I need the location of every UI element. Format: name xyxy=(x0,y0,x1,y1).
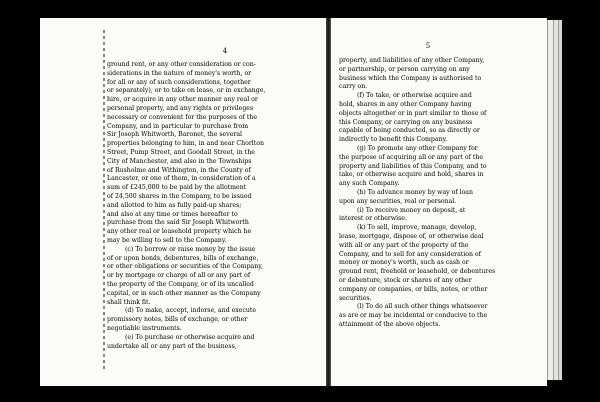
text-line: with all or any part of the property of the xyxy=(339,241,469,249)
text-line: promissory notes, bills of exchange, or other xyxy=(107,316,248,324)
text-line: the property of the Company, or of its uncalled xyxy=(107,280,254,288)
text-line: or debenture, stock or shares of any other xyxy=(339,276,472,284)
text-line: securities. xyxy=(339,294,372,302)
text-line: (i) To receive money on deposit, at xyxy=(357,206,466,214)
text-line: purchase from the said Sir Joseph Whitworth xyxy=(107,219,249,227)
text-line: property and liabilities of this Company, and to xyxy=(339,162,487,170)
text-line: (l) To do all such other things whatsoever xyxy=(357,303,488,311)
text-line: upon any securities, real or personal. xyxy=(339,197,457,205)
text-line: money or money's worth, such as cash or xyxy=(339,259,469,267)
text-line: (k) To sell, improve, manage, develop, xyxy=(357,224,477,232)
text-line: of 24,500 shares in the Company, to be issued xyxy=(107,192,252,200)
text-line: Sir Joseph Whitworth, Baronet, the several xyxy=(107,131,242,139)
text-line: properties belonging to him, in and near Chorlton xyxy=(107,140,264,148)
text-line: take, or otherwise acquire and hold, shares in xyxy=(339,171,484,179)
text-line: objects altogether or in part similar to those of xyxy=(339,109,487,117)
text-line: siderations in the nature of money's worth, or xyxy=(107,69,252,77)
text-line: indirectly to benefit this Company. xyxy=(339,136,448,144)
page-stack-edge xyxy=(558,20,562,380)
text-line: business which the Company is authorised to xyxy=(339,74,482,82)
text-line: negotiable instruments. xyxy=(107,324,182,332)
text-line: or other obligations or securities of the Company, xyxy=(107,263,263,271)
text-line: company or companies, or bills, notes, or other xyxy=(339,285,488,293)
text-line: (h) To advance money by way of loan xyxy=(357,188,473,196)
text-line: ground rent, freehold or leasehold, or debentures xyxy=(339,268,496,276)
text-line: Lancaster, or one of them, in consideration of a xyxy=(107,175,256,183)
text-line: (e) To purchase or otherwise acquire and xyxy=(125,333,255,341)
text-line: and also at any time or times hereafter to xyxy=(107,210,238,218)
text-line: of Rusholme and Withington, in the County of xyxy=(107,166,251,174)
text-line: personal property, and any rights or privileges xyxy=(107,104,254,112)
text-line: sum of £245,000 to be paid by the allotment xyxy=(107,184,247,192)
left-page-text xyxy=(107,61,315,351)
text-line: ground rent, or any other consideration or con- xyxy=(107,61,256,68)
text-line: the purpose of acquiring all or any part of the xyxy=(339,153,483,161)
text-line: undertake all or any part of the business, xyxy=(107,342,237,350)
text-line: Street, Pump Street, and Goodall Street, in the xyxy=(107,148,255,156)
text-line: and allotted to him as fully paid-up shares; xyxy=(107,201,242,209)
text-line: of or upon bonds, debentures, bills of exchange, xyxy=(107,254,259,262)
text-line: Company, and in particular to purchase from xyxy=(107,122,249,130)
text-line: any other real or leasehold property which he xyxy=(107,228,252,236)
text-line: (c) To borrow or raise money by the issue xyxy=(125,245,256,253)
text-line: interest or otherwise. xyxy=(339,215,407,223)
text-line: capital, or in such other manner as the Company xyxy=(107,289,261,297)
text-line: shall think fit. xyxy=(107,298,151,306)
text-line: or separately), or to take on lease, or in exchange, xyxy=(107,87,266,95)
text-line: Company, and to sell for any consideration of xyxy=(339,250,481,258)
text-line: (g) To promote any other Company for xyxy=(357,144,478,152)
text-line: this Company, or carrying on any business xyxy=(339,118,473,126)
text-line: attainment of the above objects. xyxy=(339,320,441,328)
text-line: may be willing to sell to the Company. xyxy=(107,236,227,244)
text-line: carry on. xyxy=(339,83,368,91)
left-page-number: 4 xyxy=(222,47,228,55)
text-line: or by mortgage or charge of all or any part of xyxy=(107,272,251,280)
left-margin-stripe xyxy=(103,30,105,370)
text-line: as are or may be incidental or conducive to the xyxy=(339,312,488,320)
text-line: capable of being conducted, so as directly or xyxy=(339,127,480,135)
right-page-number: 5 xyxy=(425,42,431,50)
text-line: lease, mortgage, dispose of, or otherwise deal xyxy=(339,232,484,240)
text-line: property, and liabilities of any other Company, xyxy=(339,57,485,64)
text-line: necessary or convenient for the purposes of the xyxy=(107,113,258,121)
text-line: hire, or acquire in any other manner any real or xyxy=(107,96,258,104)
text-line: (d) To make, accept, indorse, and execute xyxy=(125,307,257,315)
text-line: City of Manchester, and also in the Townships xyxy=(107,157,252,165)
text-line: or partnership, or person carrying on any xyxy=(339,65,470,73)
text-line: (f) To take, or otherwise acquire and xyxy=(357,92,472,100)
text-line: any such Company. xyxy=(339,180,400,188)
text-line: for all or any of such considerations, together xyxy=(107,78,251,86)
text-line: hold, shares in any other Company having xyxy=(339,100,472,108)
right-page-text xyxy=(339,57,541,330)
